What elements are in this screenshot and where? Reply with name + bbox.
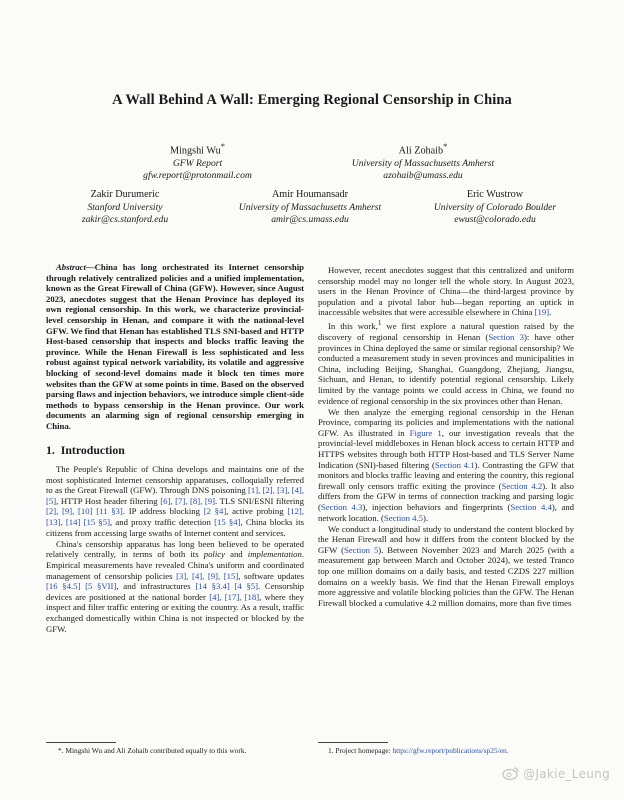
author-email[interactable]: amir@cs.umass.edu (271, 214, 349, 225)
paper-title: A Wall Behind A Wall: Emerging Regional Censorship in China (112, 92, 512, 108)
section-link[interactable]: Section 5 (343, 544, 379, 555)
weibo-icon (502, 766, 520, 783)
section-link[interactable]: Section 4.2 (501, 480, 543, 491)
author-affiliation: GFW Report (172, 157, 223, 169)
author-block (55, 189, 195, 227)
citation-link[interactable]: [6], [7], [8], [9] (160, 495, 216, 506)
watermark (502, 766, 610, 783)
citation-link[interactable]: [4], [17], [18] (209, 591, 260, 602)
author-email[interactable]: gfw.report@protonmail.com (143, 170, 252, 182)
project-homepage-link[interactable]: https://gfw.report/publications/sp25/en. (392, 746, 509, 755)
citation-link[interactable]: [14 §3.4] [4 §5] (195, 581, 259, 592)
section-link[interactable]: Section 4.4 (510, 501, 552, 512)
citation-link[interactable]: [19] (534, 307, 550, 318)
footnote-left: *. Mingshi Wu and Ali Zohaib contributed equally to this work. (58, 746, 247, 755)
section-link[interactable]: Section 4.3 (320, 501, 363, 512)
body-paragraph: In this work,$^1$ we first explore a natural question raised by the discovery of regional censorship in Henan (Section 3): have other provinces in China deployed the same or similar regional censorship? We conducted a measurement study in seven provinces and municipalities in China, including Beijing, Shanghai, Guangdong, Zhejiang, Jiangsu, Sichuan, and Henan, to identify potential regional censorship. Likely limited by the vantage points we could access in China, we found no evidence of regional censorship in the six provinces other than Henan. (318, 319, 574, 406)
citation-link[interactable]: [1], [2], [3], [4], [5] (46, 485, 304, 506)
footnote-right: 1. Project homepage: https://gfw.report/publications/sp25/en. (328, 746, 509, 755)
citation-link[interactable]: [3], [4], [9], [15] (176, 570, 239, 581)
author-name: Mingshi Wu* (170, 141, 225, 157)
section-link[interactable]: Section 3 (488, 331, 524, 342)
abstract (46, 262, 304, 432)
citation-link[interactable]: [15 §4] (214, 517, 241, 528)
body-paragraph: We conduct a longitudinal study to understand the content blocked by the Henan Firewall and how it differs from the content blocked by the GFW (Section 5). Between November 2023 and March 2025 (with a measurement gap between March and October 2024), we tested Tranco top one million domains on a daily basis, and tested CZDS 227 million domains on a weekly basis. We find that the Henan Firewall employs more aggressive and volatile blocking policies than the GFW. The Henan Firewall blocked a cumulative 4.2 million domains, more than five times (318, 523, 574, 608)
left-column (46, 262, 304, 634)
author-block (400, 189, 590, 227)
right-column (318, 265, 574, 608)
watermark-text: @Jakie_Leung (523, 767, 610, 781)
section-link[interactable]: Section 4.1 (434, 459, 475, 470)
author-email[interactable]: ewust@colorado.edu (454, 214, 536, 225)
author-block (110, 140, 285, 183)
author-name: Amir Houmansadr (271, 189, 349, 200)
author-email[interactable]: zakir@cs.stanford.edu (81, 214, 169, 225)
intro-paragraph: China's censorship apparatus has long been believed to be operated relatively centrally, in terms of both its policy and implementation. Empirical measurements have revealed China's uniform and coordinated management of censorship policies [3], [4], [9], [15], software updates [16 §4.5] [5 §VII], and infrastructures [14 §3.4] [4 §5]. Censorship devices are positioned at the national border [4], [17], [18], where they inspect and filter traffic entering or exiting the country. As a result, traffic exchanged domestically within China is not inspected or blocked by the GFW. (46, 538, 305, 634)
body-paragraph: We then analyze the emerging regional censorship in the Henan Province, comparing its policies and implementations with the national GFW. As illustrated in Figure 1, our investigation reveals that the provincial-level middleboxes in Henan block access to certain HTTP and HTTPS websites through both HTTP Host-based and TLS Server Name Indication (SNI)-based filtering (Section 4.1). Contrasting the GFW that monitors and blocks traffic leaving and entering the country, this regional firewall only censors traffic exiting the province (Section 4.2). It also differs from the GFW in terms of connection tracking and parsing logic (Section 4.3), injection behaviors and fingerprints (Section 4.4), and network location. (Section 4.5). (318, 406, 575, 523)
author-affiliation: University of Colorado Boulder (433, 201, 557, 213)
body-paragraph: However, recent anecdotes suggest that this centralized and uniform censorship model may no longer tell the whole story. In August 2023, users in the Henan Province of China—the third-largest province by population and a pivotal labor hub—began reporting an uptick in inaccessible websites that were accessible elsewhere in China [19]. (318, 265, 574, 318)
intro-paragraph: The People's Republic of China develops and maintains one of the most sophisticated Internet censorship apparatuses, colloquially referred to as the Great Firewall (GFW). Through DNS poisoning [1], [2], [3], [4], [5], HTTP Host header filtering [6], [7], [8], [9]. TLS SNI/ESNI filtering [2], [9], [10] [11 §3]. IP address blocking [2 §4], active probing [12], [13], [14] [15 §5], and proxy traffic detection [15 §4], China blocks its citizens from accessing large swaths of Internet content and services. (46, 464, 305, 538)
section-link[interactable]: Section 4.5 (383, 512, 423, 523)
author-email[interactable]: azohaib@umass.edu (383, 170, 463, 182)
section-heading: 1. Introduction (46, 442, 125, 457)
author-name: Ali Zohaib* (398, 141, 448, 157)
footnote-rule (46, 742, 116, 743)
footnote-marker[interactable]: 1 (377, 319, 382, 328)
figure-link[interactable]: Figure 1 (409, 427, 442, 438)
footnote-rule (318, 742, 388, 743)
author-affiliation: University of Massachusetts Amherst (351, 157, 495, 169)
citation-link[interactable]: [12], [13], [14] [15 §5] (46, 506, 304, 528)
author-name: Zakir Durumeric (90, 189, 160, 200)
author-name: Eric Wustrow (466, 189, 524, 200)
author-affiliation: Stanford University (87, 201, 163, 213)
author-block (318, 140, 528, 183)
citation-link[interactable]: [2 §4] (203, 506, 227, 517)
citation-link[interactable]: [2], [9], [10] [11 §3] (46, 506, 123, 517)
author-block (205, 189, 415, 227)
abstract-label: Abstract (56, 262, 86, 272)
author-affiliation: University of Massachusetts Amherst (238, 201, 382, 213)
abstract-text: —China has long orchestrated its Internet censorship through relatively centralized policies and a unified implementation, known as the Great Firewall of China (GFW). However, since August 2023, anecdotes suggest that the Henan Province has deployed its own regional censorship. In this work, we characterize provincial-level censorship in Henan, and compare it with the national-level GFW. We find that Henan has established TLS SNI-based and HTTP Host-based censorship that inspects and blocks traffic leaving the province. While the Henan Firewall is less sophisticated and less robust against typical network variability, its volatile and aggressive blocking of second-level domains made it block ten times more websites than the GFW at some points in time. Based on the observed parsing flaws and injection behaviors, we introduce simple client-side methods to bypass censorship in the Henan province. Our work documents an alarming sign of regional censorship emerging in China. (46, 262, 304, 431)
citation-link[interactable]: [16 §4.5] [5 §VII] (46, 581, 117, 592)
